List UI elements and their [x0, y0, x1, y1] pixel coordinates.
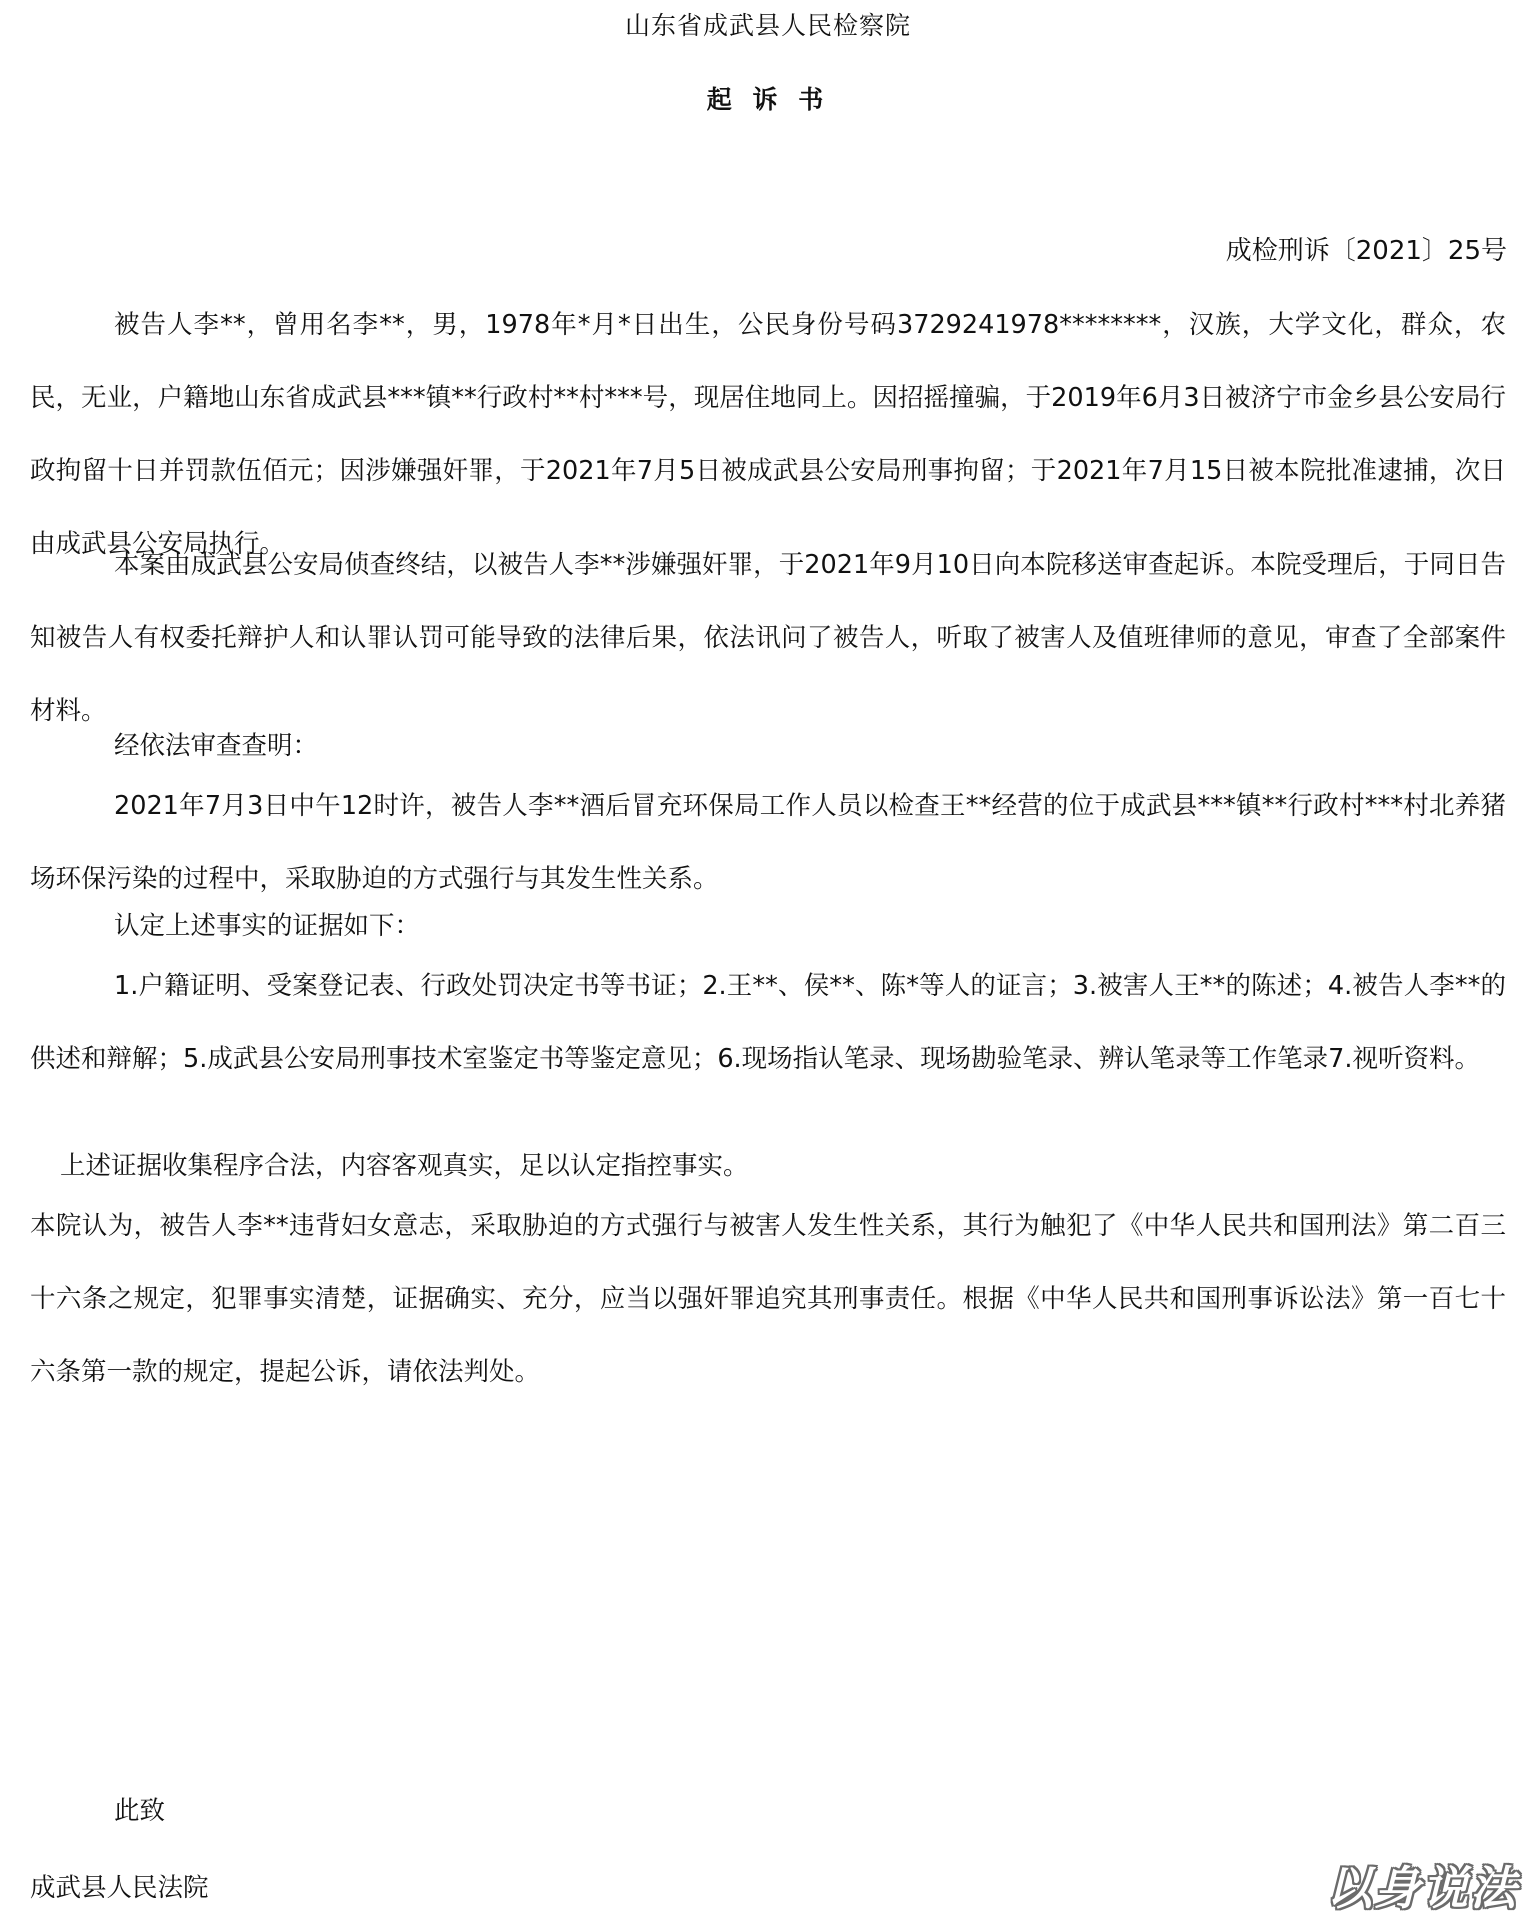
salutation: 此致 [114, 1796, 166, 1826]
organization-title: 山东省成武县人民检察院 [624, 11, 911, 40]
evidence-legal-paragraph: 上述证据收集程序合法，内容客观真实，足以认定指控事实。 [60, 1151, 749, 1181]
case-number: 成检刑诉〔2021〕25号 [1225, 236, 1507, 266]
evidence-intro-paragraph: 认定上述事实的证据如下： [114, 911, 421, 941]
watermark: 以身说法 [1326, 1861, 1518, 1915]
review-intro-paragraph: 经依法审查查明： [114, 731, 319, 761]
document-title: 起 诉 书 [706, 85, 830, 114]
conclusion-paragraph: 本院认为，被告人李**违背妇女意志，采取胁迫的方式强行与被害人发生性关系，其行为触犯了《中华人民共和国刑法》第二百三十六条之规定，犯罪事实清楚，证据确实、充分，应当以强奸罪追究其刑事责任。根据《中华人民共和国刑事诉讼法》第一百七十六条第一款的规定，提起公诉，请依法判处。 [30, 1211, 1506, 1387]
case-transfer-paragraph: 本案由成武县公安局侦查终结，以被告人李**涉嫌强奸罪，于2021年9月10日向本院移送审查起诉。本院受理后，于同日告知被告人有权委托辩护人和认罪认罚可能导致的法律后果，依法讯问了被告人，听取了被害人及值班律师的意见，审查了全部案件材料。 [30, 550, 1506, 726]
evidence-list-paragraph: 1.户籍证明、受案登记表、行政处罚决定书等书证；2.王**、侯**、陈*等人的证言；3.被害人王**的陈述；4.被告人李**的供述和辩解；5.成武县公安局刑事技术室鉴定书等鉴定意见；6.现场指认笔录、现场勘验笔录、辨认笔录等工作笔录7.视听资料。 [30, 971, 1506, 1074]
recipient-court: 成武县人民法院 [30, 1873, 209, 1903]
defendant-info-paragraph: 被告人李**，曾用名李**，男，1978年*月*日出生，公民身份号码3729241978********，汉族，大学文化，群众，农民，无业，户籍地山东省成武县***镇**行政村**村***号，现居住地同上。因招摇撞骗，于2019年6月3日被济宁市金乡县公安局行政拘留十日并罚款伍佰元；因涉嫌强奸罪，于2021年7月5日被成武县公安局刑事拘留；于2021年7月15日被本院批准逮捕，次日由成武县公安局执行。 [30, 310, 1506, 559]
facts-paragraph: 2021年7月3日中午12时许，被告人李**酒后冒充环保局工作人员以检查王**经营的位于成武县***镇**行政村***村北养猪场环保污染的过程中，采取胁迫的方式强行与其发生性关系。 [30, 791, 1506, 894]
